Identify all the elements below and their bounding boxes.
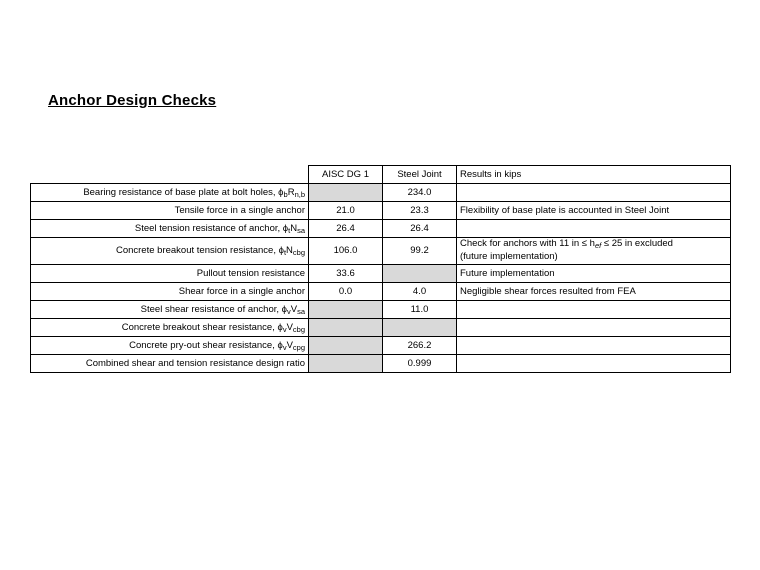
- cell-notes: Check for anchors with 11 in ≤ $h_{ef} \le 25$ in excluded (future implementation): [457, 238, 731, 265]
- row-label: Pullout tension resistance: [31, 264, 309, 282]
- table-row: [31, 202, 731, 220]
- table-row: [31, 220, 731, 238]
- row-label: Bearing resistance of base plate at bolt holes, $\phi_bR_{n,b}$: [31, 184, 309, 202]
- cell-steel-joint: 99.2: [383, 238, 457, 265]
- cell-aisc-dg1: [309, 300, 383, 318]
- cell-notes: Flexibility of base plate is accounted in Steel Joint: [457, 202, 731, 220]
- column-header-label: [31, 166, 309, 184]
- cell-notes: [457, 300, 731, 318]
- cell-aisc-dg1: [309, 354, 383, 372]
- table-row: [31, 282, 731, 300]
- row-label: Tensile force in a single anchor: [31, 202, 309, 220]
- column-header-notes: Results in kips: [457, 166, 731, 184]
- cell-notes: [457, 354, 731, 372]
- cell-steel-joint: 0.999: [383, 354, 457, 372]
- cell-aisc-dg1: [309, 184, 383, 202]
- column-header-steel-joint: Steel Joint: [383, 166, 457, 184]
- table-header-row: [31, 166, 731, 184]
- row-label: Concrete breakout tension resistance, $\phi_tN_{cbg}$: [31, 238, 309, 265]
- cell-aisc-dg1: 21.0: [309, 202, 383, 220]
- table-row: [31, 318, 731, 336]
- cell-steel-joint: 23.3: [383, 202, 457, 220]
- cell-notes: [457, 318, 731, 336]
- cell-notes: [457, 184, 731, 202]
- row-label: Concrete pry-out shear resistance, $\phi_vV_{cpg}$: [31, 336, 309, 354]
- row-label: Steel tension resistance of anchor, $\phi_tN_{sa}$: [31, 220, 309, 238]
- cell-aisc-dg1: [309, 318, 383, 336]
- cell-aisc-dg1: 0.0: [309, 282, 383, 300]
- cell-steel-joint: 266.2: [383, 336, 457, 354]
- page-title: Anchor Design Checks: [48, 92, 217, 109]
- cell-aisc-dg1: 106.0: [309, 238, 383, 265]
- cell-notes: [457, 336, 731, 354]
- cell-steel-joint: [383, 318, 457, 336]
- row-label: Combined shear and tension resistance design ratio: [31, 354, 309, 372]
- anchor-design-checks-table-wrap: [30, 165, 730, 373]
- row-label: Shear force in a single anchor: [31, 282, 309, 300]
- anchor-design-checks-table: [30, 165, 731, 373]
- cell-aisc-dg1: 33.6: [309, 264, 383, 282]
- row-label: Steel shear resistance of anchor, $\phi_vV_{sa}$: [31, 300, 309, 318]
- cell-steel-joint: 11.0: [383, 300, 457, 318]
- table-row: [31, 300, 731, 318]
- table-header: [31, 166, 731, 184]
- table-row: [31, 238, 731, 265]
- cell-aisc-dg1: [309, 336, 383, 354]
- cell-steel-joint: 26.4: [383, 220, 457, 238]
- column-header-aisc-dg1: AISC DG 1: [309, 166, 383, 184]
- table-row: [31, 336, 731, 354]
- cell-steel-joint: 234.0: [383, 184, 457, 202]
- table-body: [31, 184, 731, 373]
- cell-notes: [457, 220, 731, 238]
- cell-notes: Future implementation: [457, 264, 731, 282]
- cell-aisc-dg1: 26.4: [309, 220, 383, 238]
- cell-steel-joint: [383, 264, 457, 282]
- table-row: [31, 264, 731, 282]
- row-label: Concrete breakout shear resistance, $\phi_vV_{cbg}$: [31, 318, 309, 336]
- table-row: [31, 354, 731, 372]
- cell-steel-joint: 4.0: [383, 282, 457, 300]
- table-row: [31, 184, 731, 202]
- cell-notes: Negligible shear forces resulted from FEA: [457, 282, 731, 300]
